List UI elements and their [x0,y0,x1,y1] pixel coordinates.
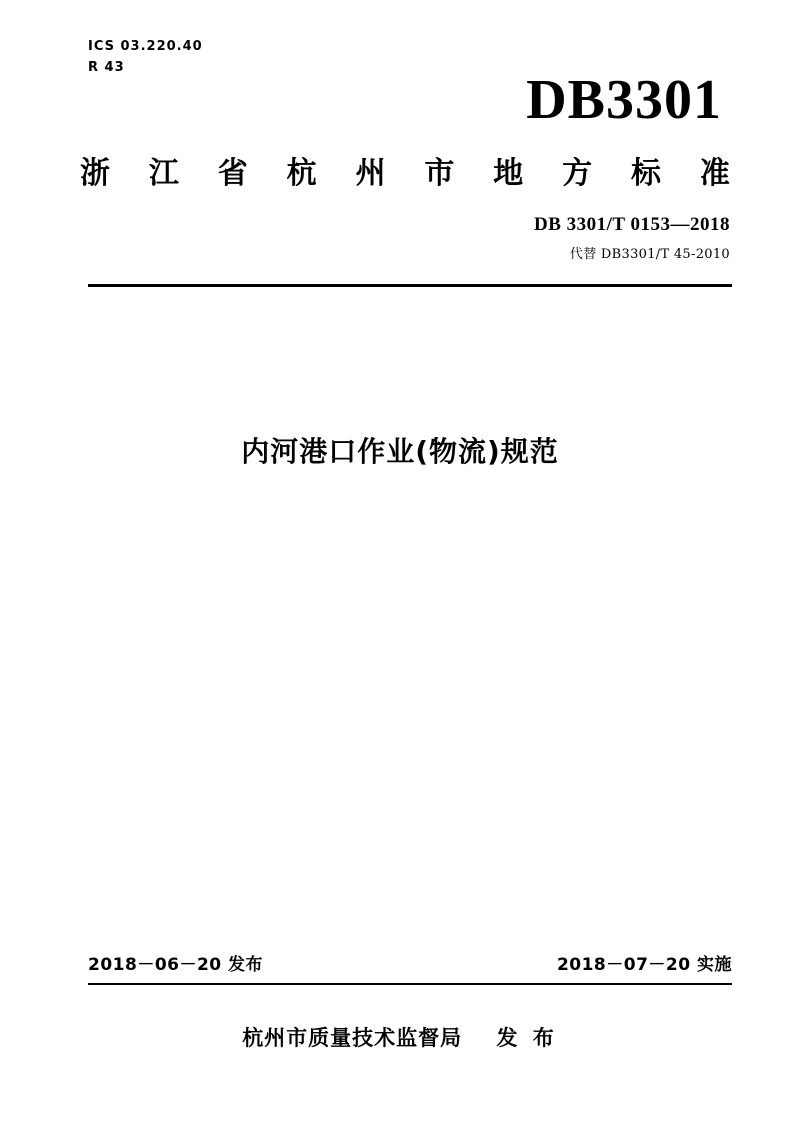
header-divider [88,284,732,287]
standard-number-block [534,214,730,262]
ics-category-code: R 43 [88,60,125,76]
ics-number: ICS 03.220.40 [88,39,203,54]
province-title-char: 江 [148,156,179,191]
province-standard-title [80,148,730,192]
issuer-line [0,1022,800,1052]
province-title-char: 省 [217,156,248,191]
province-title-char: 杭 [286,156,317,191]
province-title-char: 市 [424,156,455,191]
publish-label: 发 布 [496,1026,558,1050]
page-title: 内河港口作业(物流)规范 [241,435,559,468]
implement-date: 2018－07－20 实施 [556,955,732,975]
date-row [88,950,732,975]
province-title-char: 地 [493,156,524,191]
province-title-char: 浙 [80,156,110,191]
standard-number: DB 3301/T 0153—2018 [533,214,730,235]
province-title-char: 准 [699,156,730,191]
standard-replaces: 代替 DB3301/T 45-2010 [569,247,730,262]
issuer-name: 杭州市质量技术监督局 [242,1026,463,1050]
standard-code: DB3301 [526,69,722,131]
province-title-char: 方 [562,156,593,191]
province-title-char: 州 [355,156,386,191]
issue-date: 2018－06－20 发布 [88,955,264,975]
ics-classification-block [88,36,203,79]
footer-divider [88,983,732,985]
province-title-char: 标 [631,156,661,191]
